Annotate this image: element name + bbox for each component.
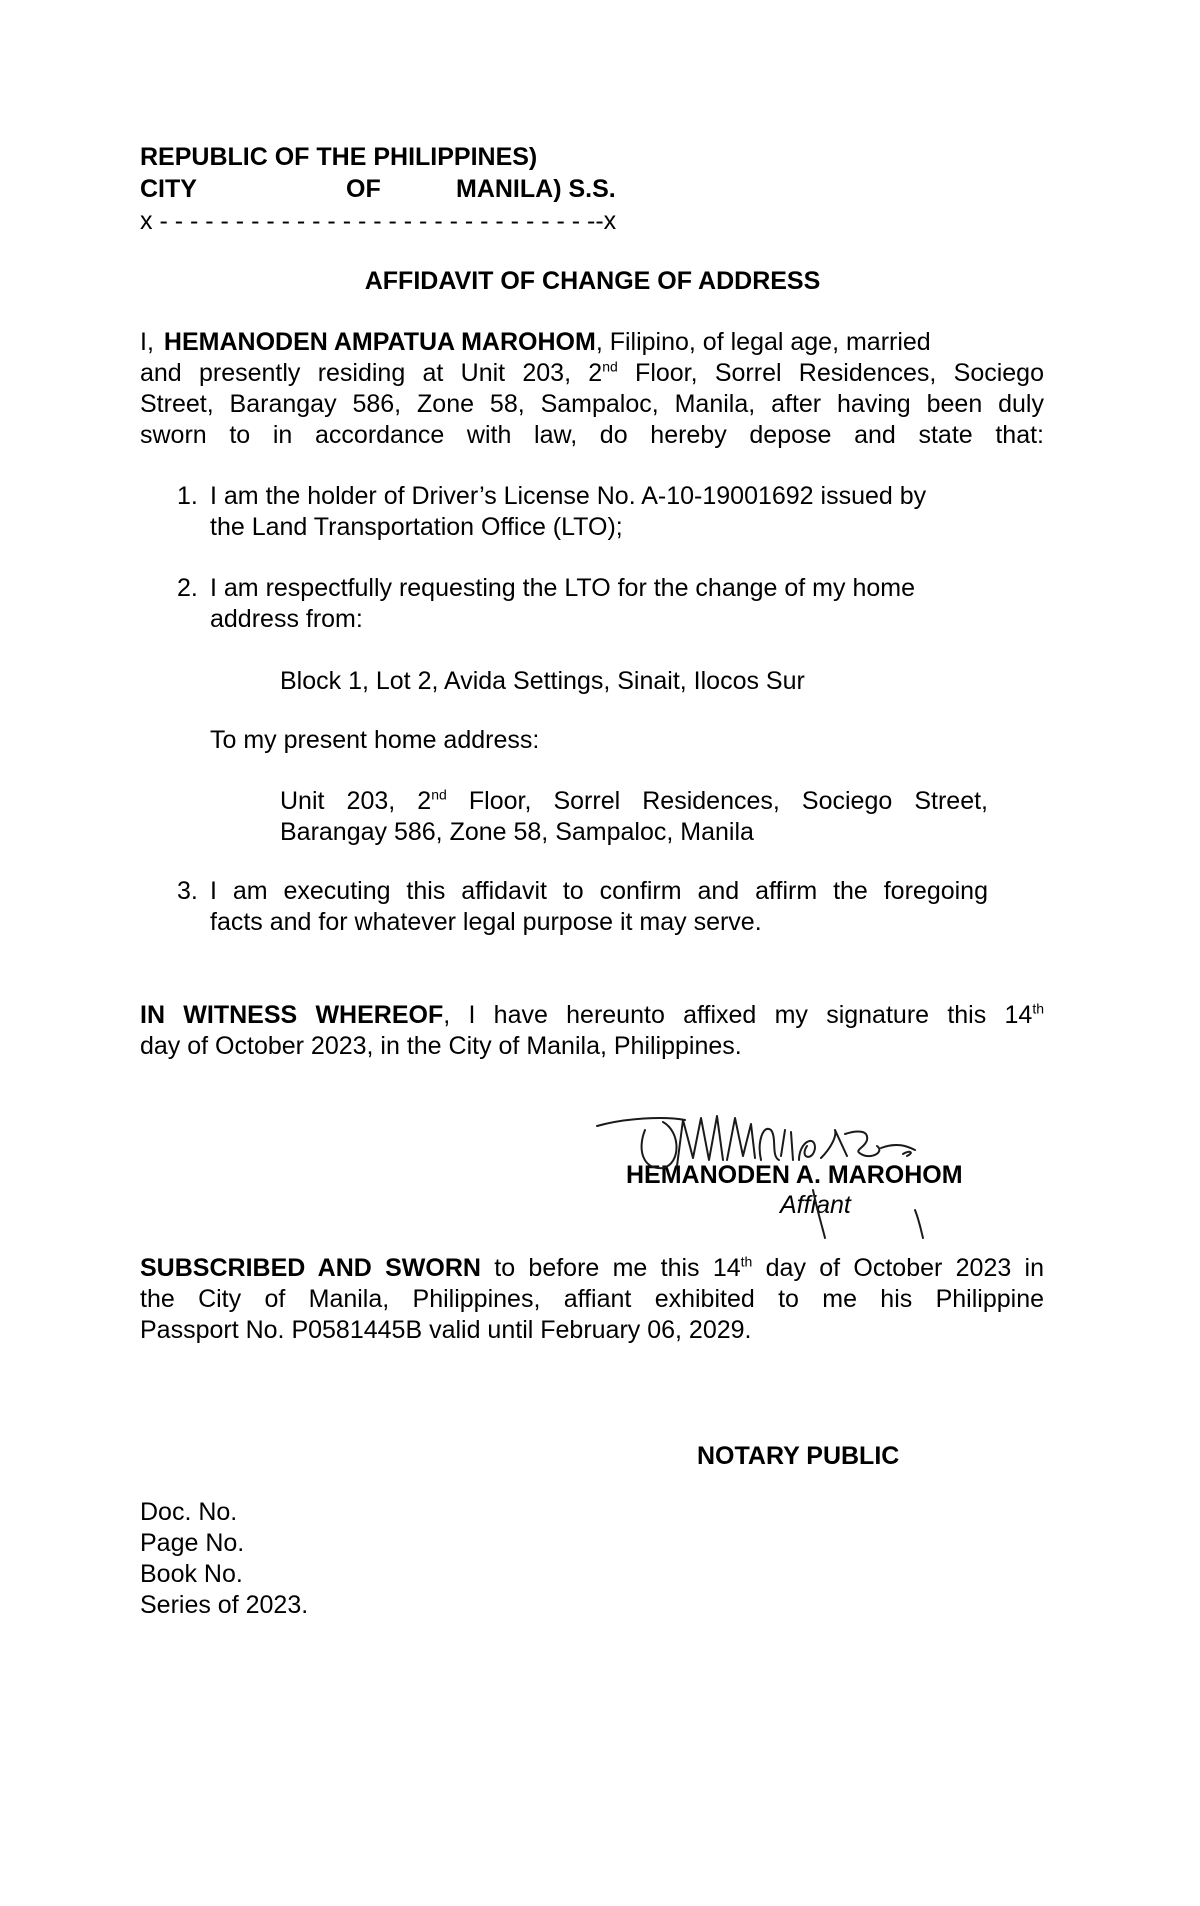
- item-text-line: I am the holder of Driver’s License No. A-10-19001692 issued by: [210, 482, 927, 510]
- item-text-line: I am executing this affidavit to confirm and affirm the foregoing: [210, 877, 988, 905]
- intro-line-2: and presently residing at Unit 203, 2nd Floor, Sorrel Residences, Sociego: [140, 358, 1044, 387]
- caption-republic: REPUBLIC OF THE PHILIPPINES): [140, 143, 538, 171]
- affiant-name-bold: HEMANODEN AMPATUA MAROHOM: [163, 328, 596, 356]
- series-label: Series of 2023.: [140, 1591, 309, 1619]
- jurat-line-2: the City of Manila, Philippines, affiant exhibited to me his Philippine: [140, 1285, 1044, 1313]
- item-text-line: the Land Transportation Office (LTO);: [210, 513, 623, 541]
- present-address-intro: To my present home address:: [210, 726, 540, 754]
- notary-public-label: NOTARY PUBLIC: [697, 1442, 900, 1470]
- intro-pronoun: I,: [140, 328, 154, 356]
- caption-separator: x - - - - - - - - - - - - - - - - - - - - - - - - - - - - --x: [140, 207, 617, 235]
- book-no: Book No.: [140, 1560, 243, 1588]
- item-number: 2.: [177, 574, 198, 602]
- doc-no: Doc. No.: [140, 1498, 238, 1526]
- caption-manila-ss: MANILA) S.S.: [456, 175, 616, 203]
- intro-line-3: Street, Barangay 586, Zone 58, Sampaloc, Manila, after having been duly: [140, 390, 1044, 418]
- page-no: Page No.: [140, 1529, 245, 1557]
- jurat-heading: SUBSCRIBED AND SWORN: [140, 1254, 481, 1282]
- jurat-line-1: SUBSCRIBED AND SWORN to before me this 14th day of October 2023 in: [140, 1253, 1045, 1282]
- witness-heading: IN WITNESS WHEREOF: [140, 1001, 444, 1029]
- witness-line-1: IN WITNESS WHEREOF, I have hereunto affixed my signature this 14th: [140, 1000, 1044, 1029]
- document-title: AFFIDAVIT OF CHANGE OF ADDRESS: [364, 267, 821, 295]
- item-text-line: address from:: [210, 605, 363, 633]
- new-address-line-1: Unit 203, 2nd Floor, Sorrel Residences, Sociego Street,: [280, 786, 988, 815]
- intro-line-4: sworn to in accordance with law, do hereby depose and state that:: [140, 421, 1044, 449]
- item-number: 3.: [177, 877, 198, 905]
- affiant-name: HEMANODEN A. MAROHOM: [626, 1161, 963, 1189]
- witness-line-2: day of October 2023, in the City of Manila, Philippines.: [140, 1032, 742, 1060]
- item-text-line: I am respectfully requesting the LTO for the change of my home: [210, 574, 915, 602]
- old-address: Block 1, Lot 2, Avida Settings, Sinait, Ilocos Sur: [280, 667, 805, 695]
- affiant-label: Affiant: [780, 1191, 851, 1219]
- caption-city-word: CITY: [140, 175, 197, 203]
- new-address-line-2: Barangay 586, Zone 58, Sampaloc, Manila: [280, 818, 754, 846]
- jurat-line-3: Passport No. P0581445B valid until February 06, 2029.: [140, 1316, 752, 1344]
- caption-city: [140, 174, 640, 205]
- caption-of-word: OF: [346, 175, 381, 203]
- intro-line-1: I, HEMANODEN AMPATUA MAROHOM, Filipino, of legal age, married: [140, 328, 931, 356]
- handwritten-signature: [585, 1090, 965, 1240]
- item-text-line: facts and for whatever legal purpose it may serve.: [210, 908, 762, 936]
- item-number: 1.: [177, 482, 198, 510]
